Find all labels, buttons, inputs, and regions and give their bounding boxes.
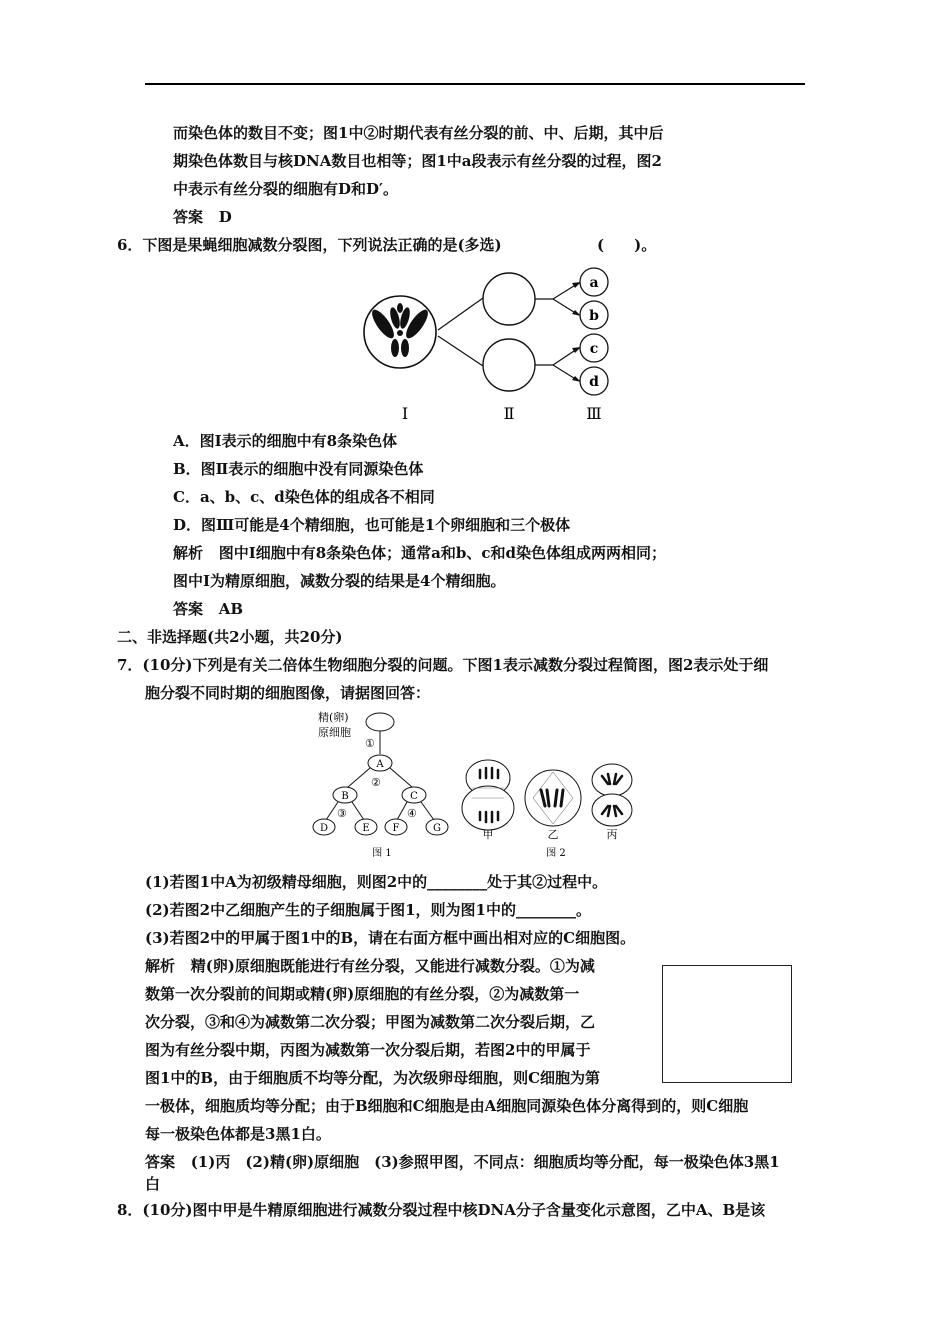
cell-ii-bottom (483, 339, 535, 391)
answer-label: 答案 (173, 600, 204, 618)
analysis-text: 精(卵)原细胞既能进行有丝分裂，又能进行减数分裂。①为减 (190, 957, 595, 975)
prev-line-2: 期染色体数目与核DNA数目也相等；图1中a段表示有丝分裂的过程，图2 (173, 152, 662, 170)
node-a: A (376, 759, 384, 770)
cell-bing: 丙 (606, 828, 618, 841)
q6-option-a: A．图Ⅰ表示的细胞中有8条染色体 (173, 432, 398, 450)
q7-part-1: (1)若图1中A为初级精母细胞，则图2中的________处于其②过程中。 (145, 873, 608, 891)
label-d: d (589, 374, 599, 390)
node-d: D (319, 823, 329, 834)
node-e: E (362, 823, 370, 834)
node-b: B (341, 791, 349, 802)
fig1-caption: 图 1 (372, 848, 392, 859)
q6-stem: 6．下图是果蝇细胞减数分裂图，下列说法正确的是(多选) (117, 236, 502, 254)
q8-stem-1: 8．(10分)图中甲是牛精原细胞进行减数分裂过程中核DNA分子含量变化示意图，乙中A、B是该 (117, 1201, 766, 1219)
q7-analysis-1 (145, 956, 595, 976)
label-c: c (589, 341, 599, 357)
answer-label: 答案 (173, 208, 204, 226)
step-3: ③ (337, 807, 347, 820)
q7-analysis-5: 图1中的B，由于细胞质不均等分配，为次级卵母细胞，则C细胞为第 (145, 1069, 601, 1087)
q6-option-d: D．图Ⅲ可能是4个精细胞，也可能是1个卵细胞和三个极体 (173, 516, 571, 534)
q6-figure (355, 262, 625, 424)
section-2-heading: 二、非选择题(共2小题，共20分) (117, 628, 343, 646)
roman-i: Ⅰ (401, 404, 409, 423)
analysis-text: 图中Ⅰ细胞中有8条染色体；通常a和b、c和d染色体组成两两相同； (218, 544, 666, 562)
q7-analysis-3: 次分裂，③和④为减数第二次分裂；甲图为减数第二次分裂后期，乙 (145, 1013, 596, 1031)
q7-figure-1 (310, 708, 460, 863)
q6-analysis-2: 图中Ⅰ为精原细胞，减数分裂的结果是4个精细胞。 (173, 572, 506, 590)
q7-analysis-7: 每一极染色体都是3黑1白。 (145, 1125, 331, 1143)
q7-analysis-4: 图为有丝分裂中期，丙图为减数第一次分裂后期，若图2中的甲属于 (145, 1041, 591, 1059)
q7-analysis-6: 一极体，细胞质均等分配；由于B细胞和C细胞是由A细胞同源染色体分离得到的，则C细胞 (145, 1097, 749, 1115)
header-rule (145, 83, 805, 85)
drawing-box (662, 965, 792, 1083)
cell-jia: 甲 (482, 828, 494, 841)
fig2-caption: 图 2 (546, 848, 566, 859)
roman-ii: Ⅱ (503, 404, 515, 423)
q7-figure-2 (458, 748, 638, 863)
q7-answer-2: 白 (145, 1175, 161, 1193)
prev-answer (173, 207, 232, 227)
step-4: ④ (407, 807, 417, 820)
cell-ii-top (483, 273, 535, 325)
analysis-label: 解析 (173, 544, 204, 562)
q7-part-3: (3)若图2中的甲属于图1中的B，请在右面方框中画出相对应的C细胞图。 (145, 929, 636, 947)
node-g: G (433, 823, 441, 834)
q6-analysis-1 (173, 543, 666, 563)
fig1-label-1: 精(卵) (318, 711, 349, 724)
q6-answer (173, 599, 243, 619)
node-f: F (392, 823, 400, 834)
answer-value: D (218, 208, 232, 226)
step-2: ② (371, 776, 381, 789)
fig1-label-2: 原细胞 (318, 726, 351, 739)
step-1: ① (365, 737, 375, 750)
roman-iii: Ⅲ (586, 404, 602, 423)
q7-stem-1: 7．(10分)下列是有关二倍体生物细胞分裂的问题。下图1表示减数分裂过程简图，图2表示处于细 (117, 656, 769, 674)
answer-text: (1)丙 (2)精(卵)原细胞 (3)参照甲图，不同点：细胞质均等分配，每一极染色体3黑1 (190, 1153, 780, 1171)
q6-option-c: C．a、b、c、d染色体的组成各不相同 (173, 488, 435, 506)
cell-yi: 乙 (547, 828, 559, 841)
q7-answer-1 (145, 1152, 780, 1172)
q7-analysis-2: 数第一次分裂前的间期或精(卵)原细胞的有丝分裂，②为减数第一 (145, 985, 580, 1003)
q6-paren: ( )。 (597, 236, 657, 254)
q6-option-b: B．图Ⅱ表示的细胞中没有同源染色体 (173, 460, 424, 478)
prev-line-1: 而染色体的数目不变；图1中②时期代表有丝分裂的前、中、后期，其中后 (173, 124, 664, 142)
answer-label: 答案 (145, 1153, 176, 1171)
prev-line-3: 中表示有丝分裂的细胞有D和D′。 (173, 180, 398, 198)
analysis-label: 解析 (145, 957, 176, 975)
q7-part-2: (2)若图2中乙细胞产生的子细胞属于图1，则为图1中的________。 (145, 901, 591, 919)
q7-stem-2: 胞分裂不同时期的细胞图像，请据图回答： (145, 684, 431, 702)
label-a: a (589, 275, 599, 291)
answer-value: AB (218, 600, 244, 618)
node-c: C (410, 791, 418, 802)
label-b: b (589, 308, 599, 324)
